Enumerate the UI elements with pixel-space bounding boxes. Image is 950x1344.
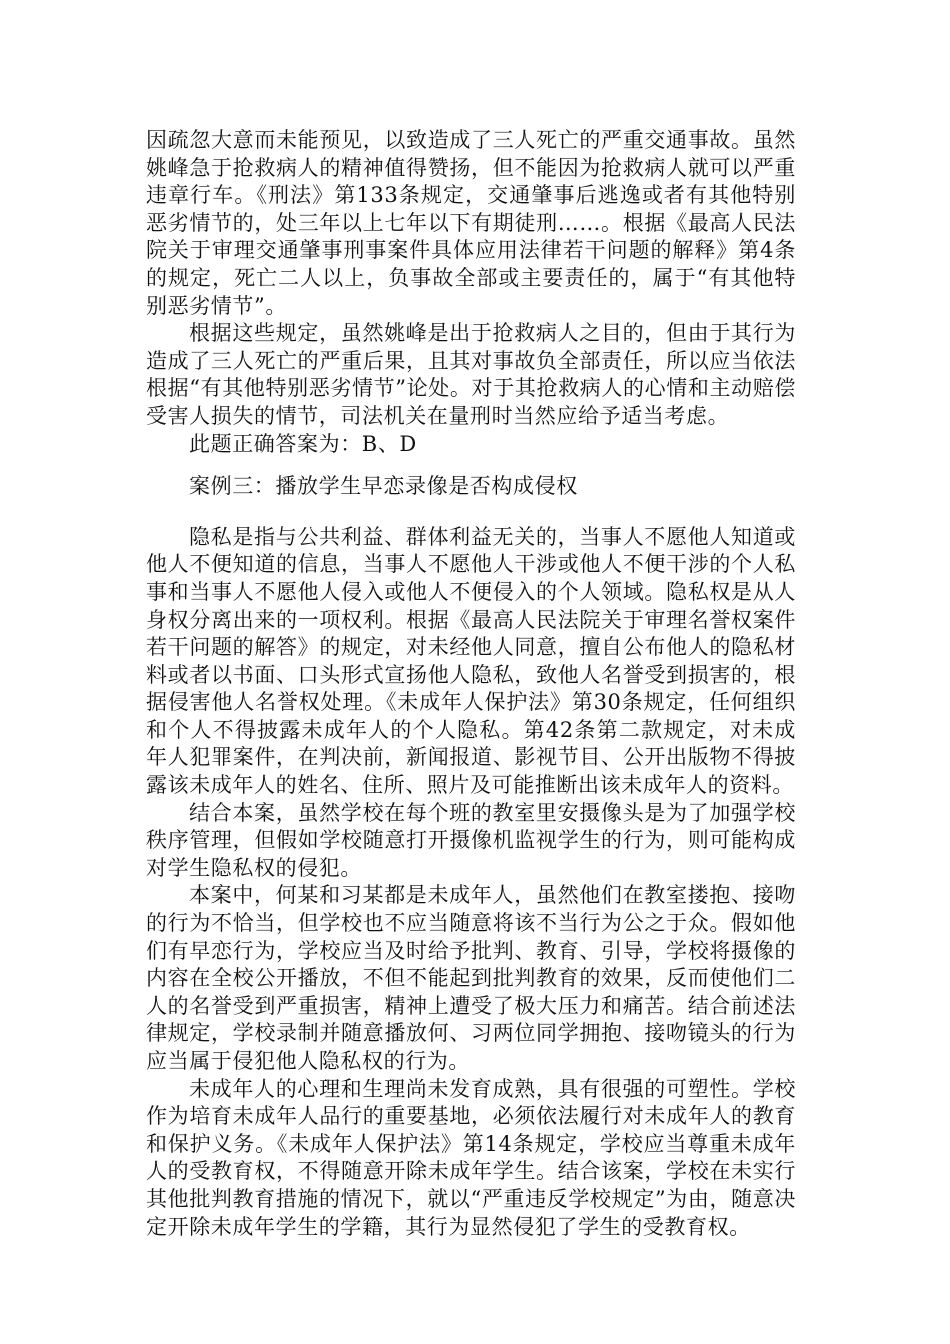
paragraph-case-analysis: 结合本案，虽然学校在每个班的教室里安摄像头是为了加强学校秩序管理，但假如学校随意打开摄像机监视学生的行为，则可能构成对学生隐私权的侵犯。 xyxy=(146,800,796,880)
paragraph-education-right: 未成年人的心理和生理尚未发育成熟，具有很强的可塑性。学校作为培育未成年人品行的重要基地，必须依法履行对未成年人的教育和保护义务。《未成年人保护法》第14条规定，学校应当尊重未成年人的受教育权，不得随意开除未成年学生。结合该案，学校在未实行其他批判教育措施的情况下，就以“严重违反学校规定”为由，随意决定开除未成年学生的学籍，其行为显然侵犯了学生的受教育权。 xyxy=(146,1076,796,1239)
paragraph-continuation: 因疏忽大意而未能预见，以致造成了三人死亡的严重交通事故。虽然姚峰急于抢救病人的精神值得赞扬，但不能因为抢救病人就可以严重违章行车。《刑法》第133条规定，交通肇事后逃逸或者有其他特别恶劣情节的，处三年以上七年以下有期徒刑……。根据《最高人民法院关于审理交通肇事刑事案件具体应用法律若干问题的解释》第4条的规定，死亡二人以上，负事故全部或主要责任的，属于“有其他特别恶劣情节”。 xyxy=(146,128,796,318)
paragraph-answer: 此题正确答案为：B、D xyxy=(189,431,417,456)
case-heading: 案例三：播放学生早恋录像是否构成侵权 xyxy=(189,474,578,499)
document-body xyxy=(146,127,796,1241)
paragraph-privacy-definition: 隐私是指与公共利益、群体利益无关的，当事人不愿他人知道或他人不便知道的信息，当事人不愿他人干涉或他人不便干涉的个人私事和当事人不愿他人侵入或他人不便侵入的个人领域。隐私权是从人身权分离出来的一项权利。根据《最高人民法院关于审理名誉权案件若干问题的解答》的规定，对未经他人同意，擅自公布他人的隐私材料或者以书面、口头形式宣扬他人隐私，致他人名誉受到损害的，根据侵害他人名誉权处理。《未成年人保护法》第30条规定，任何组织和个人不得披露未成年人的个人隐私。第42条第二款规定，对未成年人犯罪案件，在判决前，新闻报道、影视节目、公开出版物不得披露该未成年人的姓名、住所、照片及可能推断出该未成年人的资料。 xyxy=(146,524,796,798)
paragraph-minors: 本案中，何某和习某都是未成年人，虽然他们在教室搂抱、接吻的行为不恰当，但学校也不应当随意将该不当行为公之于众。假如他们有早恋行为，学校应当及时给予批判、教育、引导，学校将摄像的内容在全校公开播放，不但不能起到批判教育的效果，反而使他们二人的名誉受到严重损害，精神上遭受了极大压力和痛苦。结合前述法律规定，学校录制并随意播放何、习两位同学拥抱、接吻镜头的行为应当属于侵犯他人隐私权的行为。 xyxy=(146,883,796,1073)
paragraph-sentencing: 根据这些规定，虽然姚峰是出于抢救病人之目的，但由于其行为造成了三人死亡的严重后果，且其对事故负全部责任，所以应当依法根据“有其他特别恶劣情节”论处。对于其抢救病人的心情和主动赔偿受害人损失的情节，司法机关在量刑时当然应给予适当考虑。 xyxy=(146,321,796,428)
